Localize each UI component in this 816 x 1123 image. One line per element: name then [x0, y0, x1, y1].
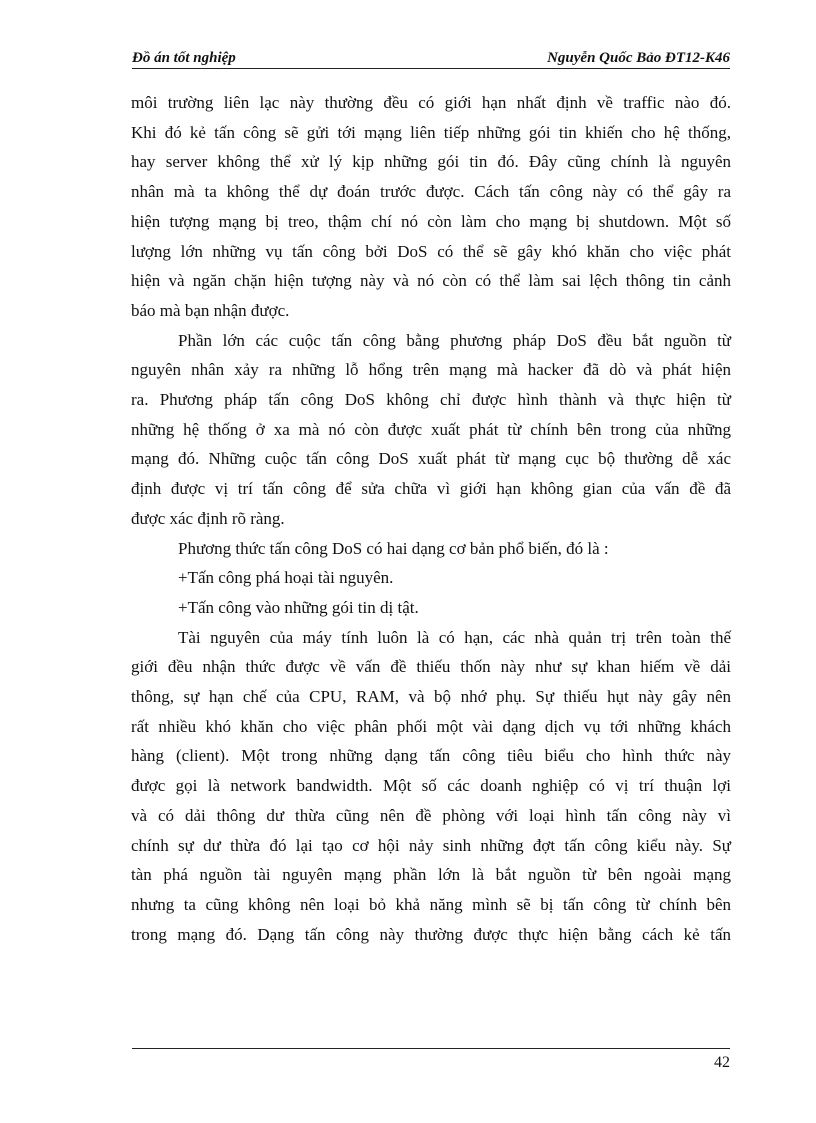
text-line: tàn phá nguồn tài nguyên mạng phần lớn là bắt nguồn từ bên ngoài mạng	[131, 865, 731, 885]
text-line: được xác định rõ ràng.	[131, 508, 285, 528]
footer-divider	[132, 1048, 730, 1049]
text-line: lượng lớn những vụ tấn công bởi DoS có thể sẽ gây khó khăn cho việc phát	[131, 241, 731, 261]
text-line: nhưng ta cũng không nên loại bỏ khả năng mình sẽ bị tấn công từ chính bên	[131, 894, 731, 914]
text-line: nhân mà ta không thể dự đoán trước được. Cách tấn công này có thể gây ra	[131, 182, 731, 202]
text-line: +Tấn công phá hoại tài nguyên.	[178, 568, 394, 588]
text-line: ra. Phương pháp tấn công DoS không chỉ được hình thành và thực hiện từ	[131, 390, 731, 410]
text-line: nguyên nhân xảy ra những lỗ hổng trên mạng mà hacker đã dò và phát hiện	[131, 360, 731, 380]
text-line: trong mạng đó. Dạng tấn công này thường được thực hiện bằng cách kẻ tấn	[131, 924, 731, 944]
paragraph	[131, 88, 731, 326]
text-line: giới đều nhận thức được về vấn đề thiếu thốn này như sự khan hiếm về dải	[131, 657, 731, 677]
text-line: Tài nguyên của máy tính luôn là có hạn, các nhà quản trị trên toàn thế	[178, 627, 731, 647]
paragraph	[131, 326, 731, 534]
paragraph	[131, 623, 731, 950]
paragraph	[131, 534, 731, 564]
text-line: Phương thức tấn công DoS có hai dạng cơ bản phổ biến, đó là :	[178, 538, 609, 558]
document-body	[131, 88, 731, 949]
text-line: báo mà bạn nhận được.	[131, 300, 290, 320]
page-number: 42	[714, 1054, 730, 1071]
text-line: hàng (client). Một trong những dạng tấn công tiêu biểu cho hình thức này	[131, 746, 731, 766]
text-line: mạng đó. Những cuộc tấn công DoS xuất phát từ mạng cục bộ thường dễ xác	[131, 449, 731, 469]
text-line: Khi đó kẻ tấn công sẽ gửi tới mạng liên tiếp những gói tin khiến cho hệ thống,	[131, 122, 731, 142]
text-line: định được vị trí tấn công để sửa chữa vì giới hạn không gian của vấn đề đã	[131, 479, 731, 499]
text-line: và có dải thông dư thừa cũng nên đề phòng với loại hình tấn công này vì	[131, 805, 731, 825]
header-author: Nguyễn Quốc Bảo ĐT12-K46	[547, 50, 730, 66]
page-header	[132, 48, 730, 69]
text-line: hiện tượng mạng bị treo, thậm chí nó còn làm cho mạng bị shutdown. Một số	[131, 211, 731, 231]
header-title: Đồ án tốt nghiệp	[132, 50, 236, 66]
text-line: hay server không thể xử lý kịp những gói tin đó. Đây cũng chính là nguyên	[131, 152, 731, 172]
text-line: thông, sự hạn chế của CPU, RAM, và bộ nhớ phụ. Sự thiếu hụt này gây nên	[131, 687, 731, 707]
text-line: môi trường liên lạc này thường đều có giới hạn nhất định về traffic nào đó.	[131, 93, 731, 112]
text-line: rất nhiều khó khăn cho việc phân phối một vài dạng dịch vụ tới những khách	[131, 716, 731, 736]
text-line: được gọi là network bandwidth. Một số các doanh nghiệp có vị trí thuận lợi	[131, 776, 731, 796]
text-line: những hệ thống ở xa mà nó còn được xuất phát từ chính bên trong của những	[131, 419, 731, 439]
text-line: hiện và ngăn chặn hiện tượng này và nó còn có thể làm sai lệch thông tin cảnh	[131, 271, 731, 291]
text-line: chính sự dư thừa đó lại tạo cơ hội nảy sinh những đợt tấn công kiểu này. Sự	[131, 835, 731, 855]
text-line: +Tấn công vào những gói tin dị tật.	[178, 597, 419, 617]
paragraph	[131, 593, 731, 623]
paragraph	[131, 563, 731, 593]
text-line: Phần lớn các cuộc tấn công bằng phương pháp DoS đều bắt nguồn từ	[178, 330, 731, 350]
